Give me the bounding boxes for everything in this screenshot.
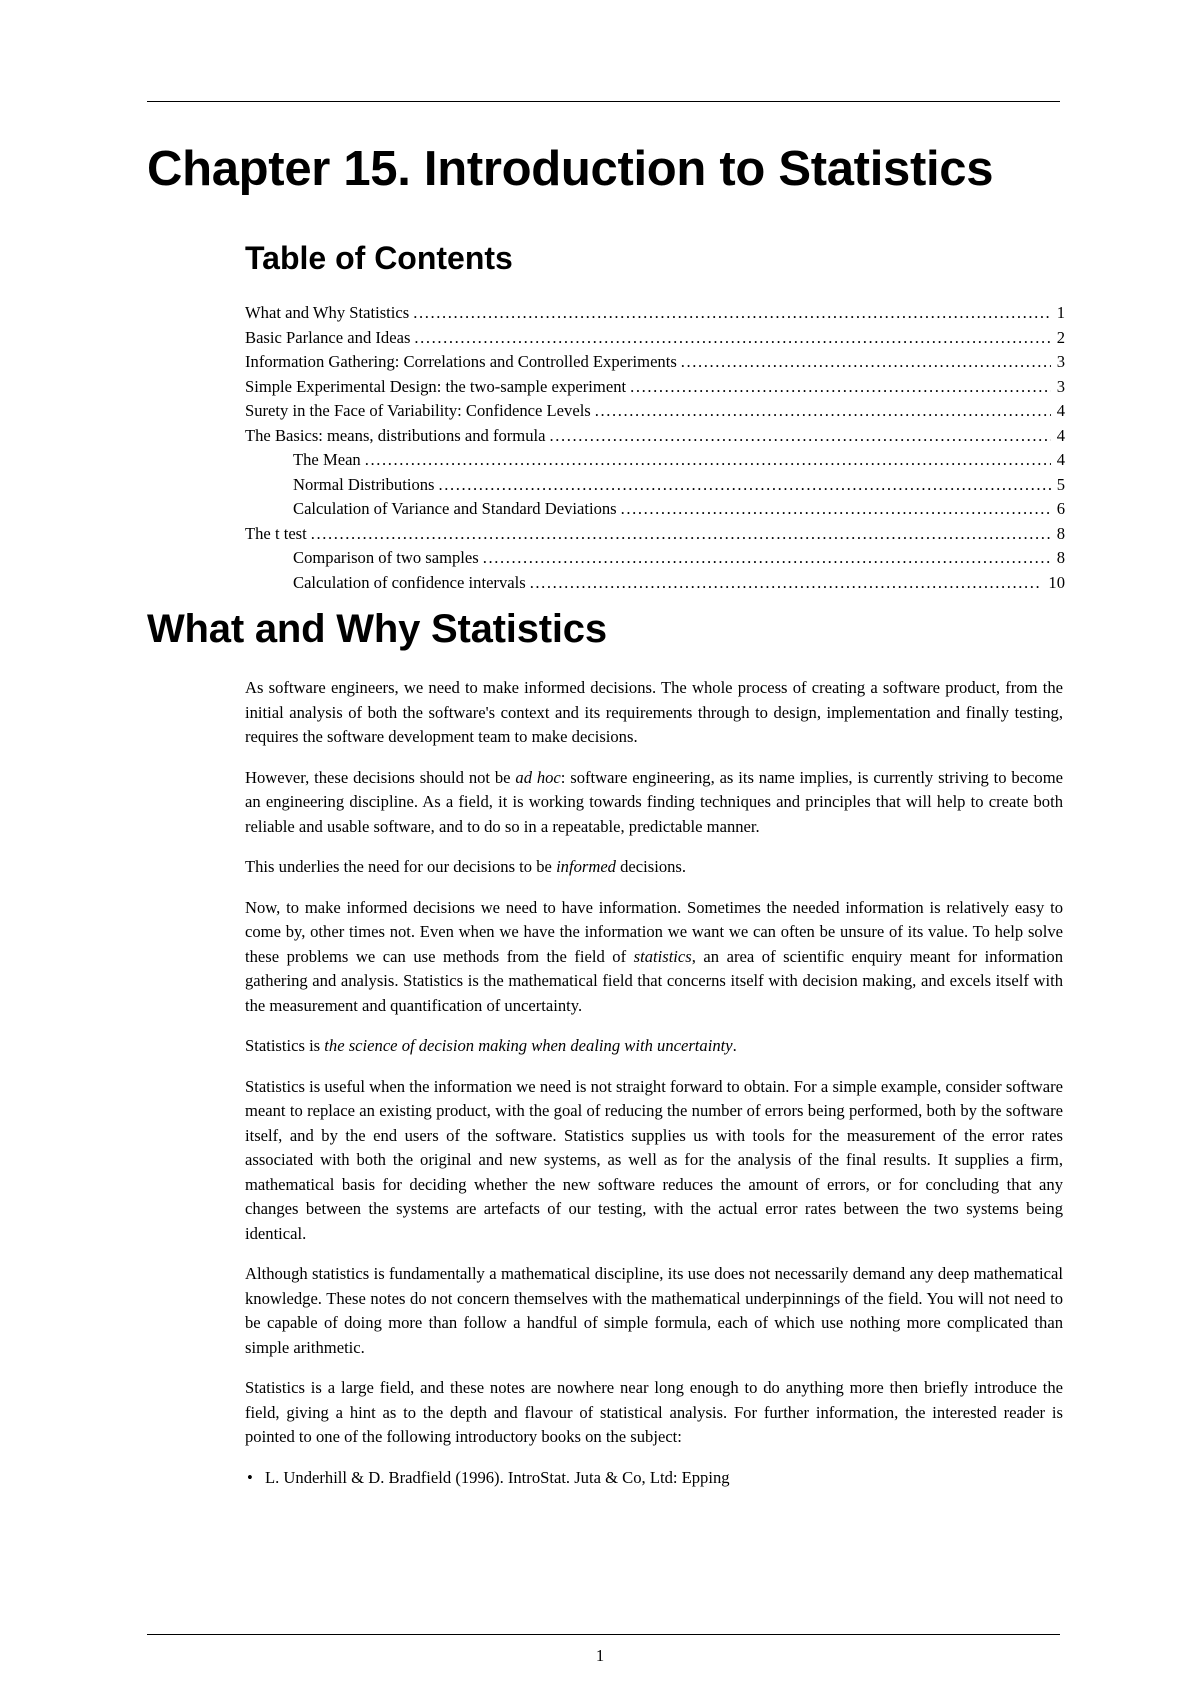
paragraph: Statistics is useful when the information we need is not straight forward to obtain. For a simple example, consider software meant to replace an existing product, with the goal of reducing the number of errors being performed, both by the software itself, and by the end users of the software. Statistics supplies us with tools for the measurement of the error rates associated with both the original and new systems, as well as for the analysis of the final results. It supplies a firm, mathematical basis for deciding whether the new software reduces the amount of errors, or for concluding that any changes between the systems are artefacts of our testing, with the actual error rates between the two systems being identical. (245, 1076, 1063, 1243)
paragraph: As software engineers, we need to make informed decisions. The whole process of creating a software product, from the initial analysis of both the software's context and its requirements through to design, implementation and finally testing, requires the software development team to make decisions. (245, 678, 1063, 746)
emphasis: ad hoc (515, 767, 561, 787)
toc-entry[interactable] (245, 399, 1065, 424)
paragraph: Statistics is a large field, and these notes are nowhere near long enough to do anything more then briefly introduce the field, giving a hint as to the depth and flavour of statistical analysis. For further information, the interested reader is pointed to one of the following introductory books on the subject: (245, 1378, 1063, 1446)
footer-rule (147, 1634, 1060, 1635)
toc-entry-title[interactable]: Calculation of Variance and Standard Deviations (293, 499, 617, 518)
toc-leader-dots (530, 571, 1043, 596)
toc-entry-page[interactable]: 4 (1056, 450, 1065, 469)
toc-subentry[interactable] (245, 546, 1065, 571)
reference-text: L. Underhill & D. Bradfield (1996). IntroStat. Juta & Co, Ltd: Epping (265, 1467, 730, 1487)
toc-leader-dots (630, 375, 1051, 400)
toc-entry-page[interactable]: 3 (1056, 352, 1065, 371)
toc-entry-title[interactable]: Comparison of two samples (293, 548, 479, 567)
definition-paragraph (245, 1034, 1063, 1059)
toc-entry-page[interactable]: 6 (1056, 499, 1065, 518)
page-number: 1 (595, 1646, 605, 1665)
emphasis: statistics (633, 946, 692, 966)
paragraph: Although statistics is fundamentally a mathematical discipline, its use does not necessarily demand any deep mathematical knowledge. These notes do not concern themselves with the mathematical underpinnings of the field. You will not need to be capable of doing more than follow a handful of simple formula, each of which use nothing more complicated than simple arithmetic. (245, 1264, 1063, 1357)
emphasis: the science of decision making when dealing with uncertainty (324, 1036, 733, 1055)
toc-entry[interactable] (245, 424, 1065, 449)
toc-leader-dots (681, 350, 1051, 375)
text-run: , an area of scientific enquiry meant for information gathering and analysis. Statistics is the mathematical field that concerns itself with decision making, and excels itself with the measurement and quantification of uncertainty. (245, 946, 1063, 1015)
bullet-icon: • (247, 1467, 253, 1487)
text-run: Statistics is (245, 1036, 325, 1055)
toc-entry-page[interactable]: 5 (1056, 474, 1065, 494)
table-of-contents (245, 301, 1065, 595)
toc-leader-dots (595, 399, 1051, 424)
paragraph (245, 896, 1063, 1019)
paragraph (245, 855, 1063, 880)
toc-entry-title[interactable]: Calculation of confidence intervals (293, 572, 526, 592)
toc-entry-title[interactable]: The Basics: means, distributions and formula (245, 425, 546, 445)
toc-entry-title[interactable]: Basic Parlance and Ideas (245, 327, 411, 347)
text-run: . (732, 1036, 737, 1055)
toc-entry-page[interactable]: 8 (1056, 523, 1065, 543)
toc-entry[interactable] (245, 375, 1065, 400)
toc-entry-page[interactable]: 8 (1056, 548, 1065, 567)
toc-entry[interactable] (245, 326, 1065, 351)
toc-leader-dots (311, 522, 1051, 547)
text-run: decisions. (615, 857, 687, 876)
toc-subentry[interactable] (245, 448, 1065, 473)
reference-list (245, 1466, 1063, 1491)
toc-entry-page[interactable]: 10 (1048, 572, 1065, 592)
toc-entry-title[interactable]: Surety in the Face of Variability: Confidence Levels (245, 401, 591, 420)
toc-heading: Table of Contents (245, 240, 513, 276)
toc-entry-page[interactable]: 1 (1056, 303, 1065, 322)
toc-entry-title[interactable]: The Mean (293, 450, 361, 469)
toc-leader-dots (621, 497, 1051, 522)
toc-entry-title[interactable]: Normal Distributions (293, 474, 435, 494)
toc-entry-title[interactable]: What and Why Statistics (245, 303, 410, 322)
toc-entry[interactable] (245, 522, 1065, 547)
toc-entry[interactable] (245, 301, 1065, 326)
toc-entry[interactable] (245, 350, 1065, 375)
toc-entry-page[interactable]: 4 (1056, 425, 1065, 445)
toc-entry-title[interactable]: Information Gathering: Correlations and Controlled Experiments (245, 352, 677, 371)
text-run: Now, to make informed decisions we need to have information. Sometimes the needed information is relatively easy to come by, other times not. Even when we have the information we want we can often be unsure of its value. To help solve these problems we can use methods from the field of (245, 897, 1063, 966)
emphasis: informed (556, 857, 616, 876)
section-body (245, 676, 1063, 1490)
toc-entry-title[interactable]: The t test (245, 523, 307, 543)
text-run: : software engineering, as its name implies, is currently striving to become an engineering discipline. As a field, it is working towards finding techniques and principles that will help to create both reliable and usable software, and to do so in a repeatable, predictable manner. (245, 767, 1063, 836)
toc-entry-page[interactable]: 4 (1056, 401, 1065, 420)
text-run: However, these decisions should not be (245, 767, 516, 787)
toc-leader-dots (414, 326, 1050, 351)
chapter-title: Chapter 15. Introduction to Statistics (147, 142, 994, 196)
toc-leader-dots (439, 473, 1051, 498)
toc-leader-dots (365, 448, 1051, 473)
toc-entry-page[interactable]: 3 (1056, 376, 1065, 396)
reference-item (245, 1466, 1063, 1491)
toc-leader-dots (413, 301, 1050, 326)
paragraph (245, 766, 1063, 840)
section-title: What and Why Statistics (147, 607, 607, 651)
header-rule (147, 101, 1060, 102)
toc-leader-dots (549, 424, 1050, 449)
toc-subentry[interactable] (245, 571, 1065, 596)
toc-subentry[interactable] (245, 473, 1065, 498)
toc-leader-dots (483, 546, 1051, 571)
toc-subentry[interactable] (245, 497, 1065, 522)
text-run: This underlies the need for our decisions to be (245, 857, 557, 876)
toc-entry-title[interactable]: Simple Experimental Design: the two-sample experiment (245, 376, 627, 396)
toc-entry-page[interactable]: 2 (1056, 327, 1065, 347)
